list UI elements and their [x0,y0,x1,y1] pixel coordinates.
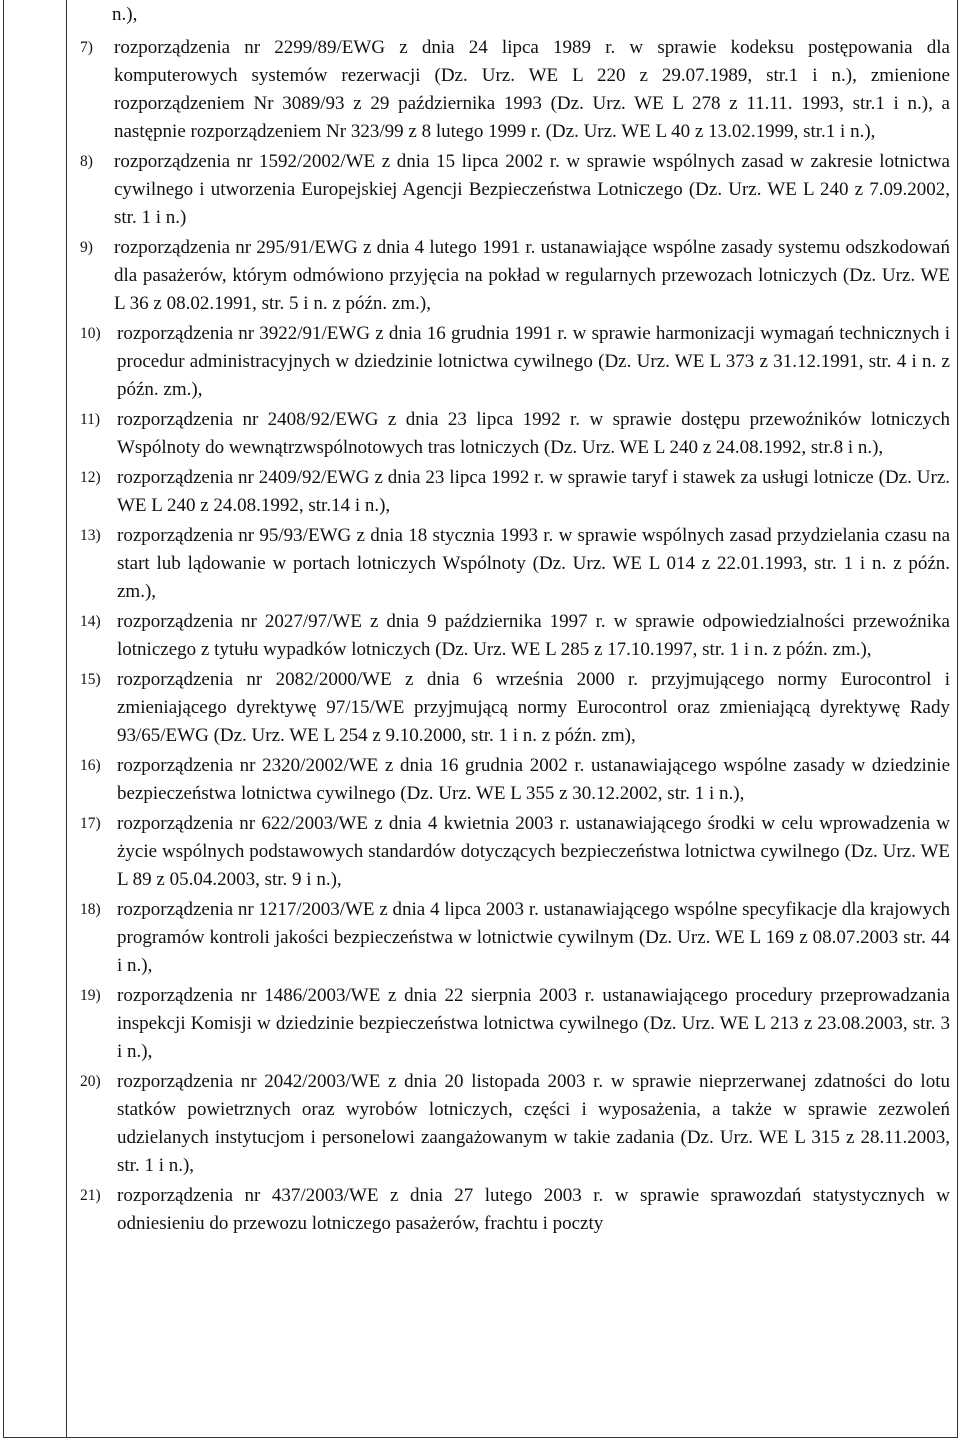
item-number: 14) [80,613,101,630]
item-text: rozporządzenia nr 1592/2002/WE z dnia 15 lipca 2002 r. w sprawie wspólnych zasad w zakresie lotnictwa cywilnego i utworzenia Europejskiej Agencji Bezpieczeństwa Lotniczego (Dz. Urz. WE L 240 z 7.09.2002, str. 1 i n.) [114,151,950,228]
item-number: 15) [80,671,101,688]
item-text: rozporządzenia nr 3922/91/EWG z dnia 16 grudnia 1991 r. w sprawie harmonizacji wymagań technicznych i procedur administracyjnych w dziedzinie lotnictwa cywilnego (Dz. Urz. WE L 373 z 31.12.1991, str. 4 i n. z późn. zm.), [117,323,950,400]
list-item [80,608,950,664]
item-number: 16) [80,757,101,774]
item-text: rozporządzenia nr 2408/92/EWG z dnia 23 lipca 1992 r. w sprawie dostępu przewoźników lotniczych Wspólnoty do wewnątrzwspólnotowych tras lotniczych (Dz. Urz. WE L 240 z 24.08.1992, str.8 i n.), [117,409,950,458]
list-item [80,810,950,894]
list-item [80,320,950,404]
item-number: 7) [80,39,93,56]
item-number: 12) [80,469,101,486]
item-text: rozporządzenia nr 295/91/EWG z dnia 4 lutego 1991 r. ustanawiające wspólne zasady systemu odszkodowań dla pasażerów, którym odmówiono przyjęcia na pokład w regularnych przewozach lotniczych (Dz. Urz. WE L 36 z 08.02.1991, str. 5 i n. z późn. zm.), [114,237,950,314]
item-number: 19) [80,987,101,1004]
item-text: rozporządzenia nr 2027/97/WE z dnia 9 października 1997 r. w sprawie odpowiedzialności przewoźnika lotniczego z tytułu wypadków lotniczych (Dz. Urz. WE L 285 z 17.10.1997, str. 1 i n. z późn. zm.), [117,611,950,660]
item-text: rozporządzenia nr 1217/2003/WE z dnia 4 lipca 2003 r. ustanawiającego wspólne specyfikacje dla krajowych programów kontroli jakości bezpieczeństwa w lotnictwie cywilnym (Dz. Urz. WE L 169 z 08.07.2003 str. 44 i n.), [117,899,950,976]
list-item [80,522,950,606]
continuation-text: n.), [112,4,138,25]
item-number: 17) [80,815,101,832]
item-text: rozporządzenia nr 2042/2003/WE z dnia 20 listopada 2003 r. w sprawie nieprzerwanej zdatności do lotu statków powietrznych oraz wyrobów lotniczych, części i wyposażenia, a także w sprawie zezwoleń udzielanych instytucjom i personelowi zaangażowanym w takie zadania (Dz. Urz. WE L 315 z 28.11.2003, str. 1 i n.), [117,1071,950,1176]
item-number: 8) [80,153,93,170]
list-item [80,406,950,462]
item-number: 11) [80,411,101,428]
item-text: rozporządzenia nr 95/93/EWG z dnia 18 stycznia 1993 r. w sprawie wspólnych zasad przydzielania czasu na start lub lądowanie w portach lotniczych Wspólnoty (Dz. Urz. WE L 014 z 22.01.1993, str. 1 i n. z późn. zm.), [117,525,950,602]
item-number: 9) [80,239,93,256]
list-item [80,1068,950,1180]
item-number: 21) [80,1187,101,1204]
list-item [80,464,950,520]
item-number: 20) [80,1073,101,1090]
item-text: rozporządzenia nr 2082/2000/WE z dnia 6 września 2000 r. przyjmującego normy Eurocontrol i zmieniającego dyrektywę 97/15/WE przyjmującą normy Eurocontrol oraz zmieniającą dyrektywę Rady 93/65/EWG (Dz. Urz. WE L 254 z 9.10.2000, str. 1 i n. z późn. zm), [117,669,950,746]
left-column [4,0,67,1437]
item-text: rozporządzenia nr 622/2003/WE z dnia 4 kwietnia 2003 r. ustanawiającego środki w celu wprowadzenia w życie wspólnych podstawowych standardów dotyczących bezpieczeństwa lotnictwa cywilnego (Dz. Urz. WE L 89 z 05.04.2003, str. 9 i n.), [117,813,950,890]
list-item [80,896,950,980]
list-item [80,148,950,232]
list-item [80,234,950,318]
item-text: rozporządzenia nr 2299/89/EWG z dnia 24 lipca 1989 r. w sprawie kodeksu postępowania dla komputerowych systemów rezerwacji (Dz. Urz. WE L 220 z 29.07.1989, str.1 i n.), zmienione rozporządzeniem Nr 3089/93 z 29 października 1993 (Dz. Urz. WE L 278 z 11.11. 1993, str.1 i n.), a następnie rozporządzeniem Nr 323/99 z 8 lutego 1999 r. (Dz. Urz. WE L 40 z 13.02.1999, str.1 i n.), [114,37,950,142]
regulation-list [80,34,950,1238]
list-item [80,752,950,808]
list-item [80,666,950,750]
item-text: rozporządzenia nr 2320/2002/WE z dnia 16 grudnia 2002 r. ustanawiającego wspólne zasady w dziedzinie bezpieczeństwa lotnictwa cywilnego (Dz. Urz. WE L 355 z 30.12.2002, str. 1 i n.), [117,755,950,804]
item-number: 13) [80,527,101,544]
item-number: 10) [80,325,101,342]
item-text: rozporządzenia nr 437/2003/WE z dnia 27 lutego 2003 r. w sprawie sprawozdań statystycznych w odniesieniu do przewozu lotniczego pasażerów, frachtu i poczty [117,1185,950,1234]
list-item [80,982,950,1066]
item-number: 18) [80,901,101,918]
list-item [80,34,950,146]
list-item [80,1182,950,1238]
item-text: rozporządzenia nr 1486/2003/WE z dnia 22 sierpnia 2003 r. ustanawiającego procedury przeprowadzania inspekcji Komisji w dziedzinie bezpieczeństwa lotnictwa cywilnego (Dz. Urz. WE L 213 z 23.08.2003, str. 3 i n.), [117,985,950,1062]
item-text: rozporządzenia nr 2409/92/EWG z dnia 23 lipca 1992 r. w sprawie taryf i stawek za usługi lotnicze (Dz. Urz. WE L 240 z 24.08.1992, str.14 i n.), [117,467,950,516]
document-body [80,4,950,1240]
